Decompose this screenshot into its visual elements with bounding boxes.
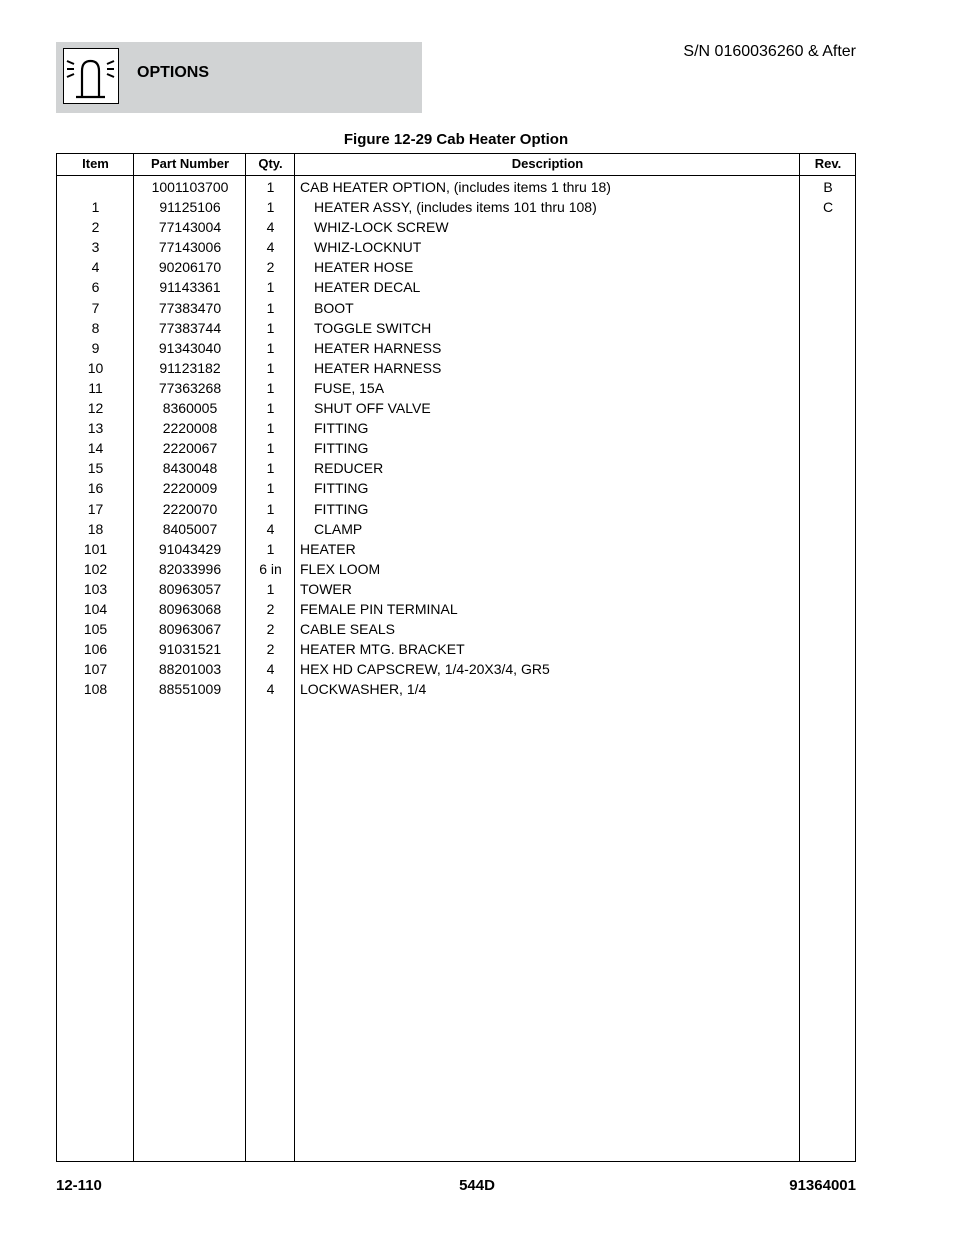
quantity-cell: 1 bbox=[266, 199, 275, 216]
item-number-cell: 15 bbox=[87, 460, 104, 477]
item-number-cell: 10 bbox=[87, 359, 104, 376]
part-number-cell: 88201003 bbox=[158, 661, 222, 678]
item-number-cell: 16 bbox=[87, 480, 104, 497]
part-number-cell: 2220009 bbox=[162, 480, 218, 497]
quantity-cell: 6 in bbox=[259, 560, 282, 577]
description-cell: TOWER bbox=[300, 580, 352, 597]
description-cell: FUSE, 15A bbox=[314, 379, 385, 396]
page-number: 12-110 bbox=[56, 1177, 102, 1194]
item-number-cell: 18 bbox=[87, 520, 104, 537]
table-row bbox=[57, 679, 855, 699]
table-row bbox=[57, 599, 855, 619]
quantity-cell: 1 bbox=[266, 500, 275, 517]
part-number-cell: 1001103700 bbox=[151, 179, 229, 195]
item-number-cell: 8 bbox=[91, 319, 100, 336]
item-number-cell: 101 bbox=[83, 540, 108, 557]
table-row bbox=[57, 438, 855, 458]
part-number-cell: 2220070 bbox=[162, 500, 218, 517]
part-number-cell: 91031521 bbox=[158, 641, 222, 658]
table-row bbox=[57, 458, 855, 478]
beacon-light-icon bbox=[63, 48, 119, 104]
quantity-cell: 1 bbox=[266, 279, 275, 296]
description-cell: CLAMP bbox=[314, 520, 363, 537]
quantity-cell: 2 bbox=[266, 641, 275, 658]
description-cell: SHUT OFF VALVE bbox=[314, 400, 431, 417]
table-row bbox=[57, 619, 855, 639]
quantity-cell: 1 bbox=[266, 440, 275, 457]
revision-cell: B bbox=[823, 179, 833, 195]
quantity-cell: 2 bbox=[266, 621, 275, 638]
serial-number-range: S/N 0160036260 & After bbox=[683, 43, 856, 60]
description-cell: LOCKWASHER, 1/4 bbox=[300, 681, 427, 698]
table-row bbox=[57, 418, 855, 438]
quantity-cell: 1 bbox=[266, 460, 275, 477]
description-cell: FITTING bbox=[314, 500, 369, 517]
description-cell: REDUCER bbox=[314, 460, 384, 477]
part-number-cell: 80963067 bbox=[158, 621, 222, 638]
description-cell: TOGGLE SWITCH bbox=[314, 319, 432, 336]
part-number-cell: 80963068 bbox=[158, 600, 222, 617]
item-number-cell: 7 bbox=[91, 299, 100, 316]
part-number-cell: 8405007 bbox=[162, 520, 218, 537]
table-row bbox=[57, 398, 855, 418]
table-row bbox=[57, 659, 855, 679]
description-cell: WHIZ-LOCK SCREW bbox=[314, 219, 449, 236]
description-cell: HEATER HARNESS bbox=[314, 359, 442, 376]
table-row bbox=[57, 257, 855, 277]
section-title: OPTIONS bbox=[137, 64, 210, 81]
quantity-cell: 1 bbox=[266, 319, 275, 336]
table-row bbox=[57, 298, 855, 318]
part-number-cell: 91143361 bbox=[159, 279, 221, 296]
table-row bbox=[57, 318, 855, 338]
item-number-cell: 14 bbox=[87, 440, 104, 457]
part-number-cell: 77383744 bbox=[158, 319, 222, 336]
description-cell: HEATER MTG. BRACKET bbox=[300, 641, 465, 658]
part-number-cell: 90206170 bbox=[158, 259, 222, 276]
quantity-cell: 1 bbox=[266, 299, 275, 316]
column-header-part-number: Part Number bbox=[150, 156, 230, 171]
part-number-cell: 88551009 bbox=[158, 681, 222, 698]
description-cell: CAB HEATER OPTION, (includes items 1 thru 18) bbox=[300, 179, 611, 195]
description-cell: BOOT bbox=[314, 299, 354, 316]
item-number-cell: 107 bbox=[83, 661, 108, 678]
table-row bbox=[57, 237, 855, 257]
quantity-cell: 4 bbox=[266, 219, 275, 236]
table-row bbox=[57, 378, 855, 398]
part-number-cell: 2220008 bbox=[162, 420, 218, 437]
table-row bbox=[57, 358, 855, 378]
table-body bbox=[57, 177, 855, 699]
part-number-cell: 91043429 bbox=[158, 540, 222, 557]
description-cell: HEATER HOSE bbox=[314, 259, 414, 276]
table-row bbox=[57, 197, 855, 217]
item-number-cell: 2 bbox=[91, 219, 100, 236]
part-number-cell: 91123182 bbox=[159, 359, 221, 376]
column-header-qty: Qty. bbox=[258, 156, 283, 171]
model-number: 544D bbox=[459, 1177, 495, 1194]
item-number-cell: 1 bbox=[91, 199, 100, 216]
quantity-cell: 1 bbox=[266, 580, 275, 597]
quantity-cell: 2 bbox=[266, 600, 275, 617]
description-cell: WHIZ-LOCKNUT bbox=[314, 239, 422, 256]
quantity-cell: 1 bbox=[266, 420, 275, 437]
description-cell: FITTING bbox=[314, 420, 369, 437]
item-number-cell: 3 bbox=[91, 239, 100, 256]
table-row bbox=[57, 338, 855, 358]
item-number-cell: 11 bbox=[88, 379, 103, 396]
description-cell: HEATER ASSY, (includes items 101 thru 108) bbox=[314, 199, 597, 216]
quantity-cell: 1 bbox=[266, 540, 275, 557]
table-row bbox=[57, 539, 855, 559]
quantity-cell: 4 bbox=[266, 681, 275, 698]
part-number-cell: 77143004 bbox=[158, 219, 222, 236]
part-number-cell: 91343040 bbox=[158, 339, 222, 356]
quantity-cell: 1 bbox=[266, 480, 275, 497]
part-number-cell: 8430048 bbox=[162, 460, 218, 477]
description-cell: FLEX LOOM bbox=[300, 560, 381, 577]
quantity-cell: 4 bbox=[266, 661, 275, 678]
item-number-cell: 6 bbox=[91, 279, 100, 296]
part-number-cell: 8360005 bbox=[162, 400, 218, 417]
column-header-description: Description bbox=[511, 156, 584, 171]
table-row bbox=[57, 519, 855, 539]
description-cell: HEATER bbox=[300, 540, 356, 557]
table-row bbox=[57, 217, 855, 237]
description-cell: HEX HD CAPSCREW, 1/4-20X3/4, GR5 bbox=[300, 661, 550, 678]
item-number-cell: 105 bbox=[83, 621, 108, 638]
quantity-cell: 4 bbox=[266, 520, 275, 537]
table-row bbox=[57, 277, 855, 297]
item-number-cell: 9 bbox=[91, 339, 100, 356]
table-header bbox=[57, 154, 855, 176]
description-cell: FITTING bbox=[314, 440, 369, 457]
item-number-cell: 102 bbox=[83, 560, 108, 577]
revision-cell: C bbox=[822, 199, 834, 216]
part-number-cell: 2220067 bbox=[162, 440, 218, 457]
description-cell: CABLE SEALS bbox=[300, 621, 395, 638]
item-number-cell: 103 bbox=[83, 580, 108, 597]
description-cell: FITTING bbox=[314, 480, 369, 497]
document-number: 91364001 bbox=[789, 1177, 856, 1194]
column-header-rev: Rev. bbox=[814, 156, 842, 171]
part-number-cell: 80963057 bbox=[158, 580, 222, 597]
item-number-cell: 12 bbox=[87, 400, 104, 417]
quantity-cell: 4 bbox=[266, 239, 275, 256]
quantity-cell: 1 bbox=[266, 179, 275, 195]
parts-table bbox=[56, 153, 856, 1162]
table-row bbox=[57, 499, 855, 519]
quantity-cell: 2 bbox=[266, 259, 275, 276]
table-row bbox=[57, 639, 855, 659]
part-number-cell: 82033996 bbox=[158, 560, 222, 577]
item-number-cell: 108 bbox=[83, 681, 108, 698]
item-number-cell: 17 bbox=[87, 500, 104, 517]
part-number-cell: 77143006 bbox=[158, 239, 222, 256]
part-number-cell: 77363268 bbox=[158, 379, 222, 396]
column-header-item: Item bbox=[82, 156, 109, 171]
item-number-cell: 4 bbox=[91, 259, 100, 276]
table-row bbox=[57, 579, 855, 599]
part-number-cell: 91125106 bbox=[159, 199, 221, 216]
part-number-cell: 77383470 bbox=[158, 299, 222, 316]
quantity-cell: 1 bbox=[266, 339, 275, 356]
quantity-cell: 1 bbox=[266, 400, 275, 417]
item-number-cell: 13 bbox=[87, 420, 104, 437]
description-cell: HEATER HARNESS bbox=[314, 339, 442, 356]
quantity-cell: 1 bbox=[266, 379, 275, 396]
table-row bbox=[57, 177, 855, 197]
item-number-cell: 106 bbox=[83, 641, 108, 658]
table-row bbox=[57, 478, 855, 498]
description-cell: FEMALE PIN TERMINAL bbox=[300, 600, 458, 617]
description-cell: HEATER DECAL bbox=[314, 279, 421, 296]
figure-title: Figure 12-29 Cab Heater Option bbox=[343, 131, 569, 148]
table-row bbox=[57, 559, 855, 579]
item-number-cell: 104 bbox=[83, 600, 108, 617]
quantity-cell: 1 bbox=[266, 359, 275, 376]
